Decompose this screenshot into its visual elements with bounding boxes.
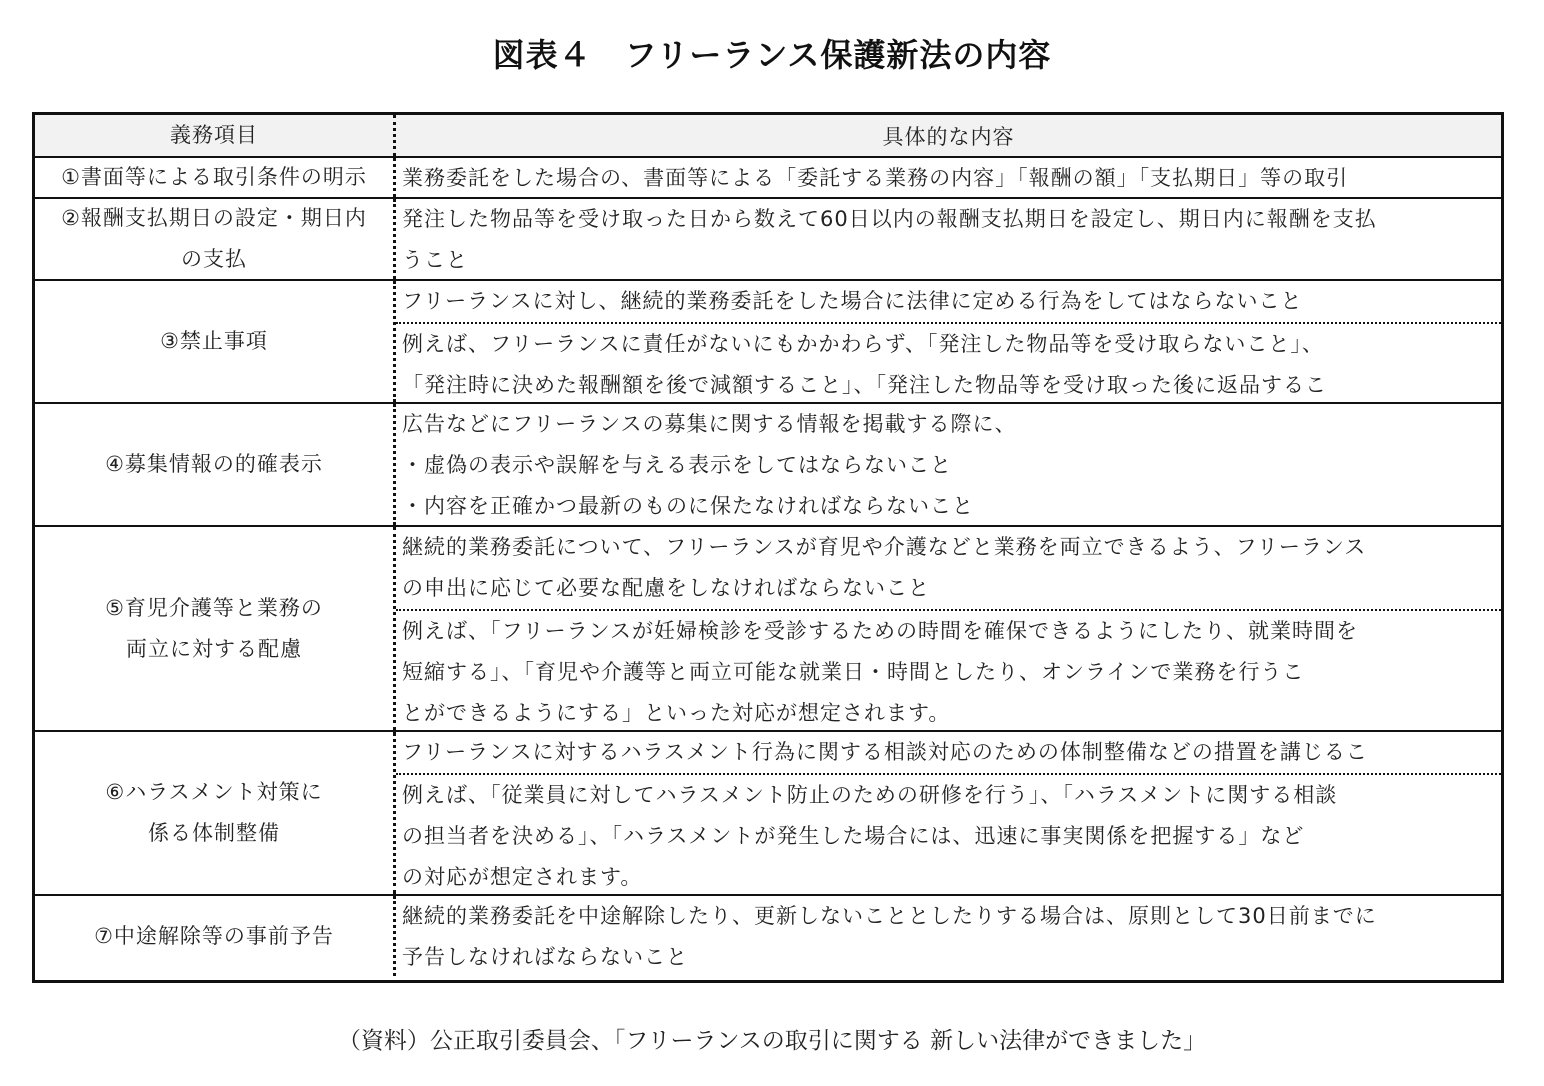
table-row <box>35 730 1501 894</box>
content-line: うこと <box>402 248 468 272</box>
content-line: ・虚偽の表示や誤解を与える表示をしてはならないこと <box>402 453 952 477</box>
obligation-item-line: ②報酬支払期日の設定・期日内 <box>61 206 367 230</box>
content-segment <box>396 199 1501 281</box>
table-row <box>35 156 1501 197</box>
obligation-item <box>35 199 393 279</box>
table-row <box>35 197 1501 279</box>
content-line: 広告などにフリーランスの募集に関する情報を掲載する際に、 <box>402 412 1017 436</box>
obligation-item-line: 係る体制整備 <box>147 821 280 845</box>
header-specific-content: 具体的な内容 <box>882 124 1015 149</box>
table-row <box>35 894 1501 976</box>
content-line: フリーランスに対し、継続的業務委託をした場合に法律に定める行為をしてはならないこと <box>402 289 1303 313</box>
content-cell <box>393 527 1501 730</box>
figure-title: 図表４ フリーランス保護新法の内容 <box>492 36 1052 74</box>
content-line: 「発注時に決めた報酬額を後で減額すること」、「発注した物品等を受け取った後に返品するこ <box>402 373 1327 397</box>
table-row <box>35 402 1501 525</box>
content-segment <box>396 527 1501 609</box>
content-cell <box>393 732 1501 894</box>
obligation-item-line: ⑦中途解除等の事前予告 <box>94 923 334 948</box>
content-segment <box>396 158 1501 199</box>
content-segment <box>396 773 1501 898</box>
obligation-item <box>35 732 393 894</box>
content-cell <box>393 404 1501 525</box>
header-obligation-item: 義務項目 <box>170 123 258 147</box>
content-segment <box>396 896 1501 978</box>
table-row <box>35 279 1501 402</box>
content-line: とができるようにする」といった対応が想定されます。 <box>402 701 951 725</box>
obligation-item <box>35 158 393 197</box>
content-segment <box>396 322 1501 406</box>
obligation-item <box>35 404 393 525</box>
obligation-item-line: ③禁止事項 <box>160 329 268 353</box>
content-line: 継続的業務委託を中途解除したり、更新しないこととしたりする場合は、原則として30日前までに <box>402 904 1377 928</box>
content-cell <box>393 896 1501 976</box>
content-segment <box>396 404 1501 527</box>
content-line: 継続的業務委託について、フリーランスが育児や介護などと業務を両立できるよう、フリーランス <box>402 535 1367 559</box>
content-cell <box>393 158 1501 197</box>
content-line: 短縮する」、「育児や介護等と両立可能な就業日・時間としたり、オンラインで業務を行うこ <box>402 660 1305 684</box>
content-line: 例えば、「従業員に対してハラスメント防止のための研修を行う」、「ハラスメントに関する相談 <box>402 783 1338 807</box>
content-cell <box>393 199 1501 279</box>
content-cell <box>393 281 1501 402</box>
table-row <box>35 525 1501 730</box>
content-line: の申出に応じて必要な配慮をしなければならないこと <box>402 576 930 600</box>
obligations-table <box>32 112 1504 983</box>
content-segment <box>396 732 1501 773</box>
obligation-item-line: ⑥ハラスメント対策に <box>105 780 323 804</box>
content-line: 発注した物品等を受け取った日から数えて60日以内の報酬支払期日を設定し、期日内に報酬を支払 <box>402 207 1377 231</box>
content-line: フリーランスに対するハラスメント行為に関する相談対応のための体制整備などの措置を講じるこ <box>402 740 1368 764</box>
content-segment <box>396 609 1501 734</box>
obligation-item-line: 両立に対する配慮 <box>125 636 302 661</box>
obligation-item-line: ①書面等による取引条件の明示 <box>61 165 367 189</box>
content-line: の担当者を決める」、「ハラスメントが発生した場合には、迅速に事実関係を把握する」など <box>402 824 1305 848</box>
content-line: 予告しなければならないこと <box>402 945 688 969</box>
table-header-row <box>35 115 1501 156</box>
obligation-item-line: ⑤育児介護等と業務の <box>105 595 323 620</box>
content-line: 業務委託をした場合の、書面等による「委託する業務の内容」「報酬の額」「支払期日」等の取引 <box>402 166 1349 190</box>
content-segment <box>396 281 1501 322</box>
content-line: 例えば、フリーランスに責任がないにもかかわらず、「発注した物品等を受け取らないこと」、 <box>402 332 1324 356</box>
obligation-item-line: ④募集情報の的確表示 <box>105 452 323 476</box>
obligation-item <box>35 527 393 730</box>
source-note: （資料）公正取引委員会、「フリーランスの取引に関する 新しい法律ができました」 <box>337 1028 1207 1054</box>
content-line: 例えば、「フリーランスが妊婦検診を受診するための時間を確保できるようにしたり、就業時間を <box>402 619 1359 643</box>
content-line: ・内容を正確かつ最新のものに保たなければならないこと <box>402 494 974 518</box>
content-line: の対応が想定されます。 <box>402 865 643 889</box>
obligation-item <box>35 281 393 402</box>
obligation-item <box>35 896 393 976</box>
obligation-item-line: の支払 <box>180 247 247 271</box>
